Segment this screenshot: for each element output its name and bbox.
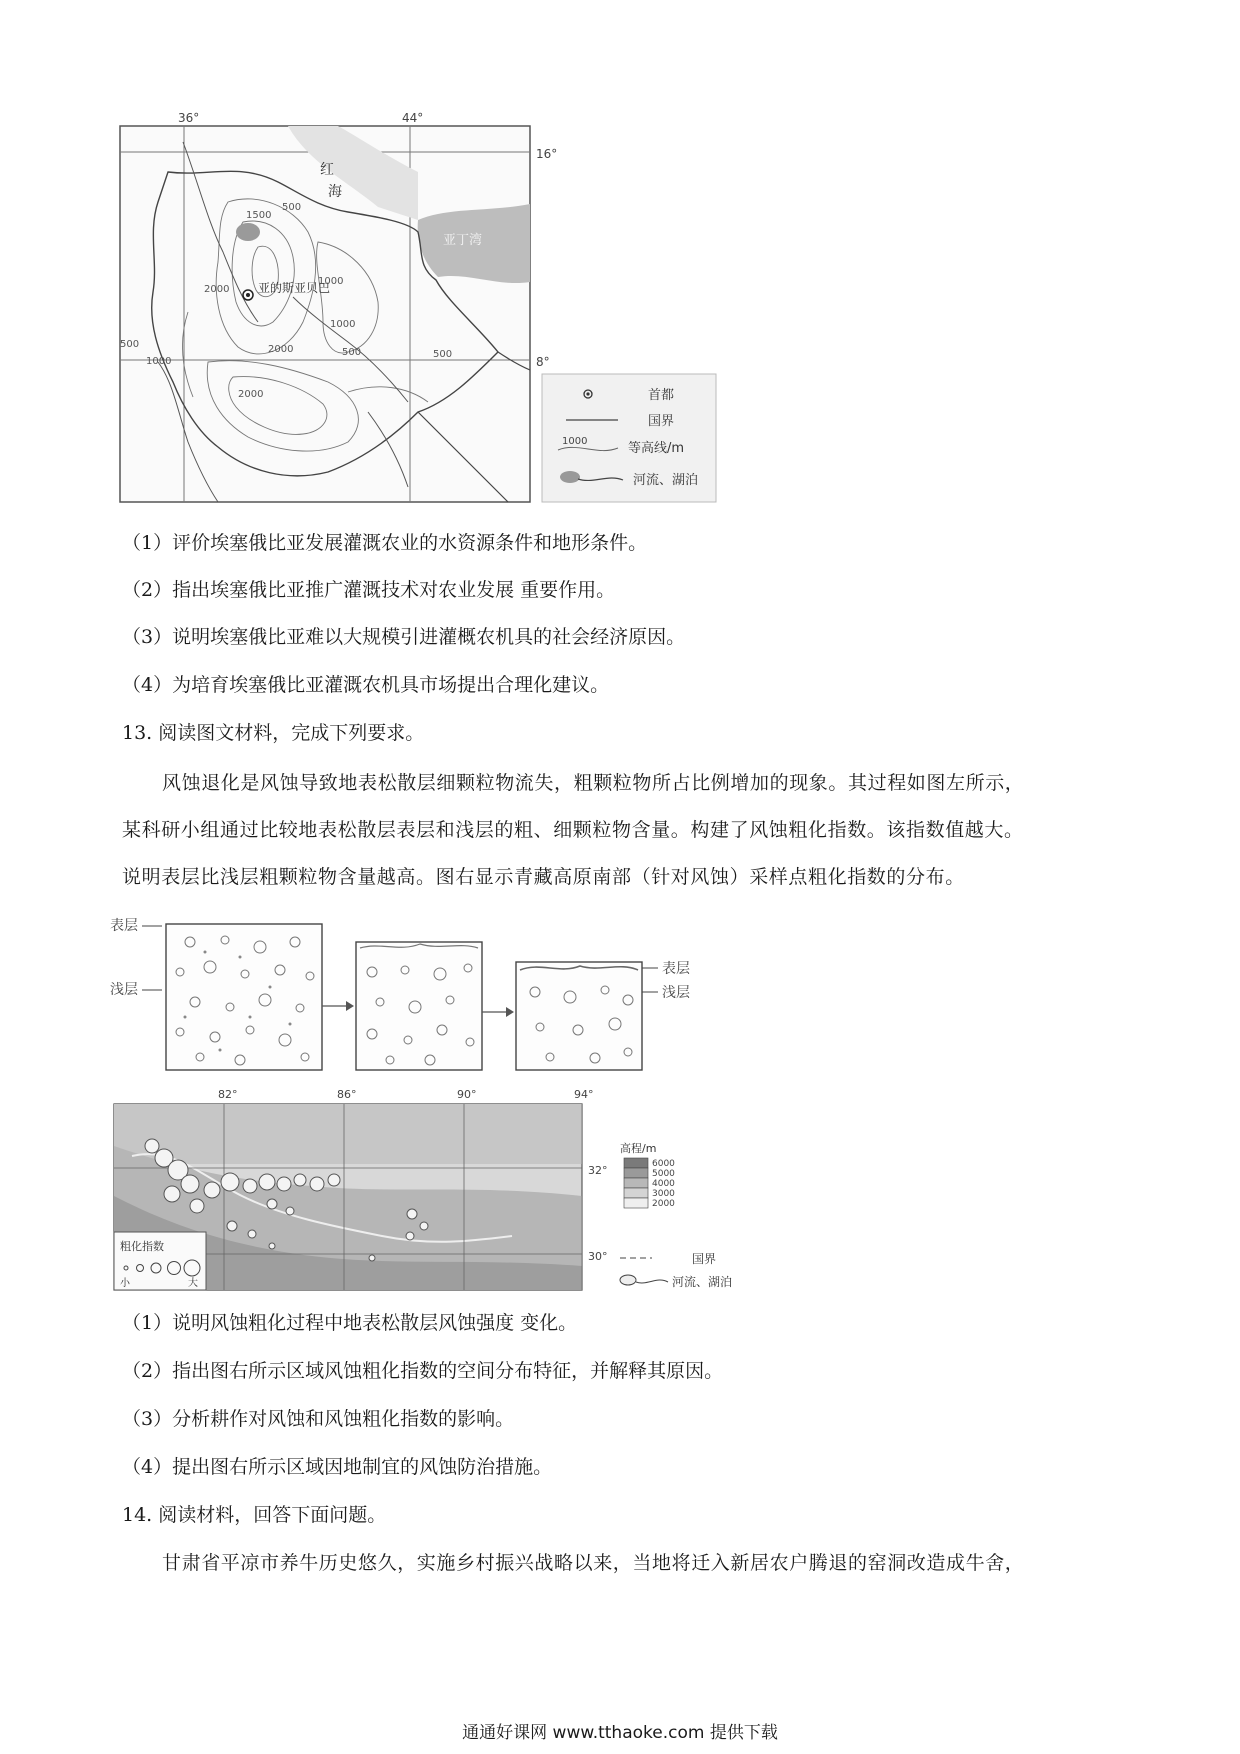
svg-text:国界: 国界 bbox=[648, 414, 675, 429]
svg-text:国界: 国界 bbox=[692, 1252, 717, 1266]
svg-text:粗化指数: 粗化指数 bbox=[120, 1240, 164, 1253]
svg-text:1500: 1500 bbox=[246, 210, 272, 221]
soil-profile-2 bbox=[356, 942, 482, 1070]
red-sea-label: 海 bbox=[328, 184, 342, 200]
svg-text:小: 小 bbox=[120, 1278, 130, 1289]
q14-heading: 14. 阅读材料，回答下面问题。 bbox=[122, 1504, 387, 1526]
map2-lat-label: 30° bbox=[588, 1250, 608, 1263]
svg-text:500: 500 bbox=[342, 347, 362, 358]
svg-text:1000: 1000 bbox=[330, 319, 356, 330]
elevation-legend bbox=[620, 1141, 675, 1209]
ethiopia-map bbox=[118, 112, 718, 504]
q12-item-2: （2）指出埃塞俄比亚推广灌溉技术对农业发展 重要作用。 bbox=[122, 579, 616, 601]
q13-item-2: （2）指出图右所示区域风蚀粗化指数的空间分布特征，并解释其原因。 bbox=[122, 1360, 724, 1382]
map1-lon-label: 36° bbox=[178, 112, 200, 125]
svg-text:等高线/m: 等高线/m bbox=[628, 441, 685, 456]
svg-text:500: 500 bbox=[282, 202, 302, 213]
river-legend-icon bbox=[560, 471, 580, 483]
map2-lon-label: 82° bbox=[218, 1088, 238, 1101]
coarsening-index-legend bbox=[114, 1232, 206, 1290]
tibet-plateau-map bbox=[112, 1086, 762, 1294]
svg-text:2000: 2000 bbox=[204, 284, 230, 295]
q13-paragraph-line: 某科研小组通过比较地表松散层表层和浅层的粗、细颗粒物含量。构建了风蚀粗化指数。该指数值越大。 bbox=[122, 819, 1024, 841]
svg-text:3000: 3000 bbox=[652, 1189, 675, 1199]
q13-item-4: （4）提出图右所示区域因地制宜的风蚀防治措施。 bbox=[122, 1456, 553, 1478]
svg-text:500: 500 bbox=[120, 339, 140, 350]
q13-item-1: （1）说明风蚀粗化过程中地表松散层风蚀强度 变化。 bbox=[122, 1312, 578, 1334]
svg-text:6000: 6000 bbox=[652, 1159, 675, 1169]
q12-item-3: （3）说明埃塞俄比亚难以大规模引进灌概农机具的社会经济原因。 bbox=[122, 626, 686, 648]
shallow-layer-label-right: 浅层 bbox=[662, 985, 690, 1001]
svg-text:4000: 4000 bbox=[652, 1179, 675, 1189]
q12-item-4: （4）为培育埃塞俄比亚灌溉农机具市场提出合理化建议。 bbox=[122, 674, 610, 696]
map1-legend bbox=[542, 374, 716, 502]
surface-layer-label: 表层 bbox=[110, 918, 138, 934]
svg-text:1000: 1000 bbox=[562, 436, 588, 447]
map1-frame bbox=[120, 126, 530, 502]
svg-text:2000: 2000 bbox=[268, 344, 294, 355]
map2-lon-label: 94° bbox=[574, 1088, 594, 1101]
svg-text:首都: 首都 bbox=[648, 388, 675, 403]
map2-lat-label: 32° bbox=[588, 1164, 608, 1177]
svg-text:大: 大 bbox=[188, 1278, 198, 1289]
map2-lon-label: 90° bbox=[457, 1088, 477, 1101]
map1-lon-label: 44° bbox=[402, 112, 424, 125]
gulf-of-aden-label: 亚丁湾 bbox=[443, 233, 483, 248]
erosion-process-diagram bbox=[110, 912, 810, 1072]
svg-text:1000: 1000 bbox=[318, 276, 344, 287]
q13-paragraph-line: 说明表层比浅层粗颗粒物含量越高。图右显示青藏高原南部（针对风蚀）采样点粗化指数的分布。 bbox=[122, 866, 965, 888]
svg-text:1000: 1000 bbox=[146, 356, 172, 367]
map1-lat-label: 16° bbox=[536, 147, 558, 161]
svg-text:2000: 2000 bbox=[238, 389, 264, 400]
map2-lon-label: 86° bbox=[337, 1088, 357, 1101]
red-sea-label: 红 bbox=[320, 162, 334, 178]
soil-profile-3 bbox=[516, 962, 642, 1070]
q13-item-3: （3）分析耕作对风蚀和风蚀粗化指数的影响。 bbox=[122, 1408, 515, 1430]
svg-text:河流、湖泊: 河流、湖泊 bbox=[672, 1275, 733, 1289]
footer-text: 通通好课网 www.tthaoke.com 提供下载 bbox=[462, 1723, 778, 1743]
capital-label: 亚的斯亚贝巴 bbox=[258, 281, 331, 295]
q13-heading: 13. 阅读图文材料，完成下列要求。 bbox=[122, 722, 425, 744]
q14-paragraph-line: 甘肃省平凉市养牛历史悠久，实施乡村振兴战略以来，当地将迁入新居农户腾退的窑洞改造成牛舍， bbox=[162, 1552, 1025, 1574]
map2-symbol-legend bbox=[620, 1252, 732, 1289]
lake bbox=[236, 223, 260, 241]
svg-text:500: 500 bbox=[433, 349, 453, 360]
svg-text:5000: 5000 bbox=[652, 1169, 675, 1179]
surface-layer-label-right: 表层 bbox=[662, 961, 690, 977]
map1-lat-label: 8° bbox=[536, 355, 550, 369]
svg-text:高程/m: 高程/m bbox=[620, 1142, 657, 1155]
svg-text:2000: 2000 bbox=[652, 1199, 675, 1209]
q12-item-1: （1）评价埃塞俄比亚发展灌溉农业的水资源条件和地形条件。 bbox=[122, 532, 648, 554]
q13-paragraph-line: 风蚀退化是风蚀导致地表松散层细颗粒物流失，粗颗粒物所占比例增加的现象。其过程如图左所示， bbox=[162, 772, 1025, 794]
shallow-layer-label: 浅层 bbox=[110, 982, 138, 998]
svg-text:河流、湖泊: 河流、湖泊 bbox=[633, 473, 699, 488]
